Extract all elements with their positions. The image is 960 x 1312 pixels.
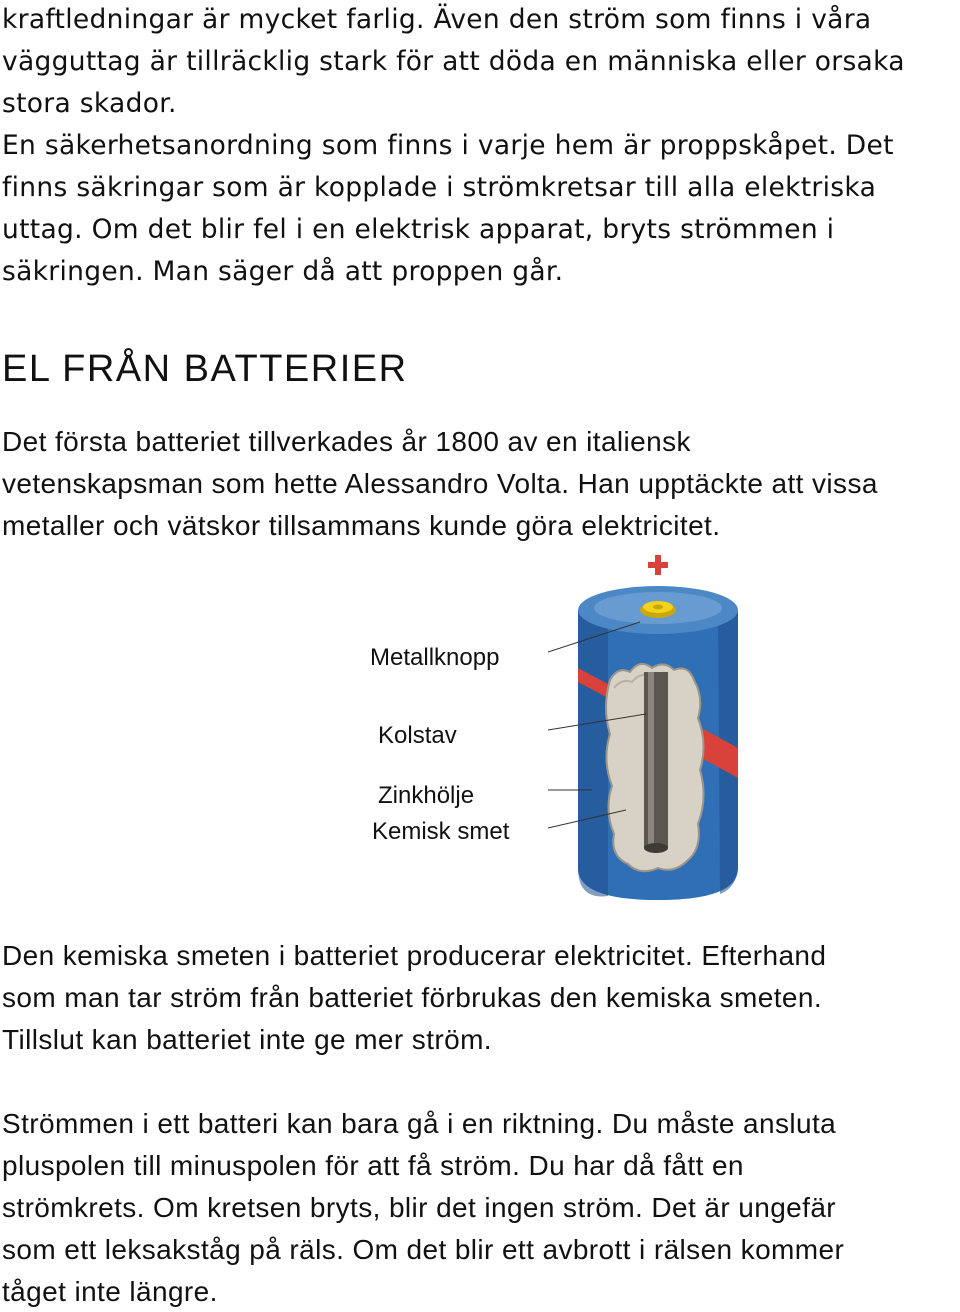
intro-line: finns säkringar som är kopplade i strömkretsar till alla elektriska [2, 172, 877, 203]
paragraph-line: metaller och vätskor tillsammans kunde göra elektricitet. [2, 510, 721, 541]
paragraph-line: Den kemiska smeten i batteriet producerar elektricitet. Efterhand [2, 940, 827, 971]
paragraph-line: strömkrets. Om kretsen bryts, blir det ingen ström. Det är ungefär [2, 1192, 837, 1223]
intro-line: En säkerhetsanordning som finns i varje hem är proppskåpet. Det [2, 130, 894, 161]
intro-line: uttag. Om det blir fel i en elektrisk apparat, bryts strömmen i [2, 214, 835, 245]
paragraph-line: vetenskapsman som hette Alessandro Volta. Han upptäckte att vissa [2, 468, 878, 499]
paragraph-line: tåget inte längre. [2, 1276, 218, 1307]
intro-line: kraftledningar är mycket farlig. Även den ström som finns i våra [2, 4, 872, 35]
paragraph-line: som man tar ström från batteriet förbrukas den kemiska smeten. [2, 982, 822, 1013]
carbon-rod [644, 672, 668, 853]
intro-line: vägguttag är tillräcklig stark för att döda en människa eller orsaka [2, 46, 905, 77]
label-kemisk-smet: Kemisk smet [372, 818, 510, 845]
section-heading: EL FRÅN BATTERIER [2, 348, 408, 390]
paragraph-line: Det första batteriet tillverkades år 1800 av en italiensk [2, 426, 691, 457]
intro-line: stora skador. [2, 88, 177, 119]
paragraph-line: Strömmen i ett batteri kan bara gå i en riktning. Du måste ansluta [2, 1108, 837, 1139]
label-zinkholje: Zinkhölje [378, 782, 475, 809]
paragraph-line: Tillslut kan batteriet inte ge mer ström. [2, 1024, 492, 1055]
battery-illustration [548, 548, 748, 916]
paragraph-line: som ett leksakståg på räls. Om det blir ett avbrott i rälsen kommer [2, 1234, 845, 1265]
label-kolstav: Kolstav [378, 722, 457, 749]
label-metallknopp: Metallknopp [370, 644, 500, 671]
intro-line: säkringen. Man säger då att proppen går. [2, 256, 564, 287]
paragraph-line: pluspolen till minuspolen för att få ström. Du har då fått en [2, 1150, 744, 1181]
